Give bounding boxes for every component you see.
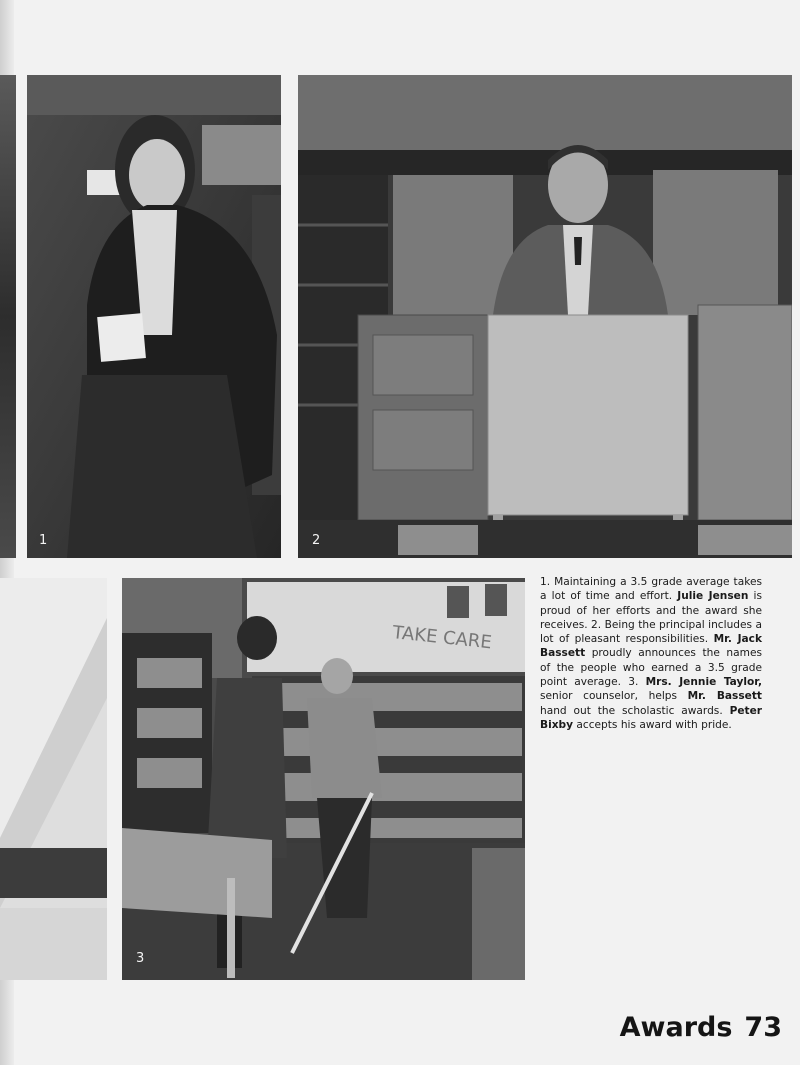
edge-photo-graphic <box>0 578 107 980</box>
photo-1-image <box>27 75 281 558</box>
caption-text: proudly announces the names of the people who earned a 3.5 grade point average. 3. <box>540 647 762 689</box>
caption-name: Julie Jensen <box>677 590 749 603</box>
photo-2-number: 2 <box>312 533 321 548</box>
banner-text: TAKE CARE <box>391 622 493 654</box>
photo-2-image <box>298 75 792 558</box>
caption-text: accepts his award with pride. <box>573 718 732 731</box>
caption-text: 1. Maintaining a 3.5 grade average takes a lot of time and effort. <box>540 576 762 603</box>
photo-3 <box>122 578 525 980</box>
caption-name: Peter Bixby <box>540 704 762 731</box>
photo-1-number: 1 <box>39 533 48 548</box>
caption-name: Mrs. Jennie Taylor, <box>645 676 763 689</box>
caption-text: senior counselor, helps <box>540 690 688 703</box>
caption-text: hand out the scholastic awards. <box>540 704 730 717</box>
photo-3-number: 3 <box>136 951 145 966</box>
caption-name: Mr. Jack Bassett <box>540 633 762 660</box>
caption-text: is proud of her efforts and the award she receives. 2. Being the principal includes a lot of pleasant responsibilities. <box>540 590 762 646</box>
edge-photo-strip-top <box>0 75 16 558</box>
edge-photo-strip-bottom <box>0 578 107 980</box>
photo-3-image <box>122 578 525 980</box>
photo-1 <box>27 75 281 558</box>
section-title: Awards <box>619 1012 733 1043</box>
page-number: 73 <box>744 1012 782 1043</box>
caption-name: Mr. Bassett <box>687 690 762 703</box>
photo-caption <box>540 575 762 732</box>
photo-2 <box>298 75 792 558</box>
page-footer <box>620 1012 782 1043</box>
